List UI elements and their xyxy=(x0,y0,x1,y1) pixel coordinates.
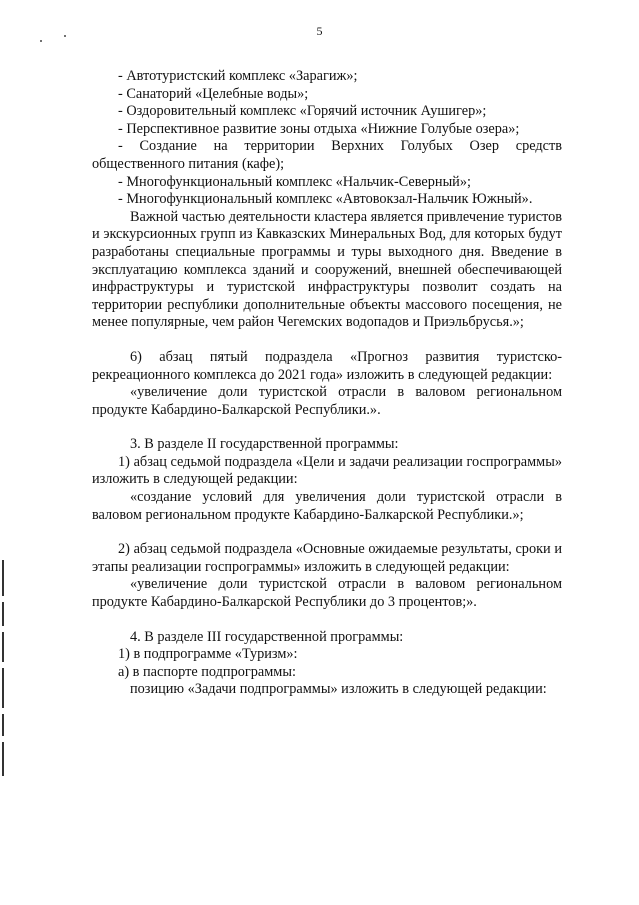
section-3-item-2-quote: «увеличение доли туристской отрасли в валовом региональном продукте Кабардино-Балкарской Республики до 3 процентов;». xyxy=(92,576,562,611)
list-item: - Санаторий «Целебные воды»; xyxy=(118,85,309,102)
section-3-item-1: 1) абзац седьмой подраздела «Цели и задачи реализации госпрограммы» изложить в следующей редакции: xyxy=(92,453,562,488)
list-item: - Оздоровительный комплекс «Горячий источник Аушигер»; xyxy=(118,103,487,120)
section-3-item-1-quote: «создание условий для увеличения доли туристской отрасли в валовом региональном продукте Кабардино-Балкарской Республики.»; xyxy=(92,489,562,523)
page-number: 5 xyxy=(316,24,323,38)
list-item: - Многофункциональный комплекс «Автовокзал-Нальчик Южный». xyxy=(118,191,533,208)
list-item: - Создание на территории Верхних Голубых Озер средств общественного питания (кафе); xyxy=(92,138,562,172)
section-4-item-1: 1) в подпрограмме «Туризм»: xyxy=(118,646,298,663)
scan-speck xyxy=(64,35,66,37)
document-body xyxy=(92,68,562,699)
binding-marks xyxy=(2,560,5,782)
list-item: - Многофункциональный комплекс «Нальчик-Северный»; xyxy=(118,173,471,190)
quote-item-6: «увеличение доли туристской отрасли в валовом региональном продукте Кабардино-Балкарской Республики.». xyxy=(92,384,562,418)
list-item: - Перспективное развитие зоны отдыха «Нижние Голубые озера»; xyxy=(118,120,520,137)
paragraph-cluster: Важной частью деятельности кластера является привлечение туристов и экскурсионных групп из Кавказских Минеральных Вод, для которых будут разработаны специальные программы и туры выходного дня. Введение в эксплуатацию комплекса зданий и сооружений, внешней обеспечивающей инфраструктуры и туристской инфраструктуры позволит создать на территории республики дополнительные объекты массового посещения, не менее популярные, чем район Чегемских водопадов и Приэльбрусья.»; xyxy=(92,208,562,331)
paragraph-item-6: 6) абзац пятый подраздела «Прогноз развития туристско-рекреационного комплекса до 2021 года» изложить в следующей редакции: xyxy=(92,348,562,383)
scan-speck xyxy=(40,40,42,42)
section-4-position: позицию «Задачи подпрограммы» изложить в следующей редакции: xyxy=(130,681,547,698)
section-3-heading: 3. В разделе II государственной программы: xyxy=(130,436,399,453)
list-item: - Автотуристский комплекс «Зарагиж»; xyxy=(118,68,358,84)
section-4-heading: 4. В разделе III государственной программы: xyxy=(130,628,404,645)
section-4-item-a: а) в паспорте подпрограммы: xyxy=(118,663,296,680)
section-3-item-2: 2) абзац седьмой подраздела «Основные ожидаемые результаты, сроки и этапы реализации госпрограммы» изложить в следующей редакции: xyxy=(92,541,562,575)
